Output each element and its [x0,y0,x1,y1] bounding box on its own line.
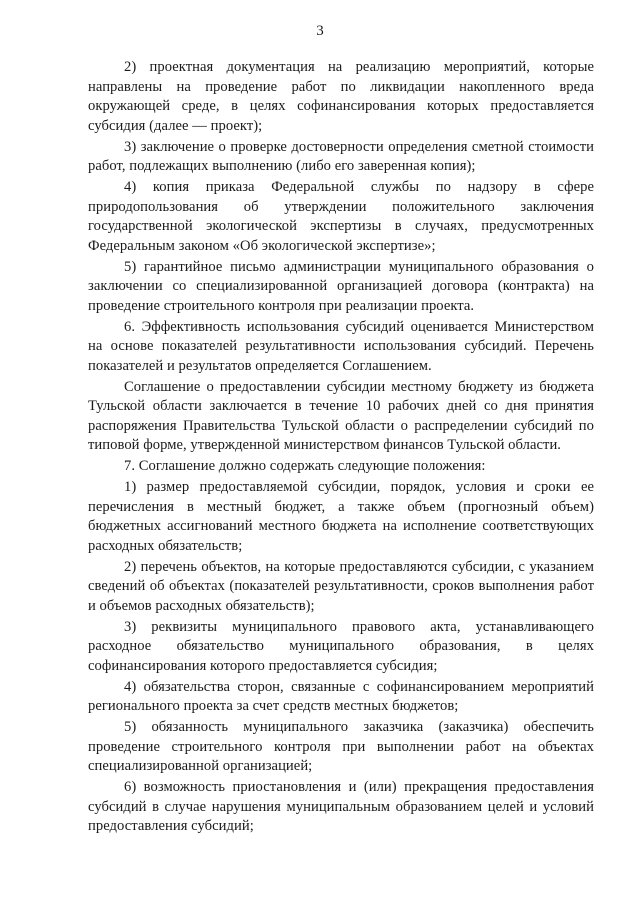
paragraph-clause-2-object-list: 2) перечень объектов, на которые предоставляются субсидии, с указанием сведений об объектах (показателей результативности, сроков выполнения работ и объемов расходных обязательств); [88,558,594,614]
paragraph-section-6-efficiency: 6. Эффективность использования субсидий оценивается Министерством на основе показателей результативности использования субсидий. Перечень показателей и результатов определяется Соглашением. [88,318,594,374]
paragraph-item-5-guarantee-letter: 5) гарантийное письмо администрации муниципального образования о заключении со специализированной организацией договора (контракта) на проведение строительного контроля при реализации проекта. [88,258,594,314]
paragraph-item-4-order-copy: 4) копия приказа Федеральной службы по надзору в сфере природопользования об утверждении положительного заключения государственной экологической экспертизы в случаях, предусмотренных Федеральным законом «Об экологической экспертизе»; [88,179,594,254]
page-number: 3 [316,23,324,39]
paragraph-clause-3-legal-act-details: 3) реквизиты муниципального правового акта, устанавливающего расходное обязательство муниципального образования, в целях софинансирования которого предоставляется субсидия; [88,618,594,674]
paragraph-clause-6-suspension: 6) возможность приостановления и (или) прекращения предоставления субсидий в случае нарушения муниципальным образованием целей и условий предоставления субсидий; [88,779,594,834]
paragraph-item-2-project-documentation: 2) проектная документация на реализацию мероприятий, которые направлены на проведение работ по ликвидации накопленного вреда окружающей среде, в целях софинансирования которых предоставляется субсидия (далее — проект); [88,59,594,134]
paragraph-clause-1-subsidy-size: 1) размер предоставляемой субсидии, порядок, условия и сроки ее перечисления в местный бюджет, а также объем (прогнозный объем) бюджетных ассигнований местного бюджета на исполнение соответствующих расходных обязательств; [88,479,594,554]
paragraph-section-7-heading: 7. Соглашение должно содержать следующие положения: [124,458,486,474]
paragraph-agreement-conclusion: Соглашение о предоставлении субсидии местному бюджету из бюджета Тульской области заключается в течение 10 рабочих дней со дня принятия распоряжения Правительства Тульской области о распределении субсидий по типовой форме, утвержденной министерством финансов Тульской области. [88,378,594,453]
paragraph-clause-5-customer-duty: 5) обязанность муниципального заказчика (заказчика) обеспечить проведение строительного контроля при выполнении работ на объектах специализированной организацией; [88,719,594,774]
paragraph-item-3-estimate-conclusion: 3) заключение о проверке достоверности определения сметной стоимости работ, подлежащих выполнению (либо его заверенная копия); [88,138,594,174]
document-body [88,58,594,838]
paragraph-clause-4-party-obligations: 4) обязательства сторон, связанные с софинансированием мероприятий регионального проекта за счет средств местных бюджетов; [88,678,594,714]
